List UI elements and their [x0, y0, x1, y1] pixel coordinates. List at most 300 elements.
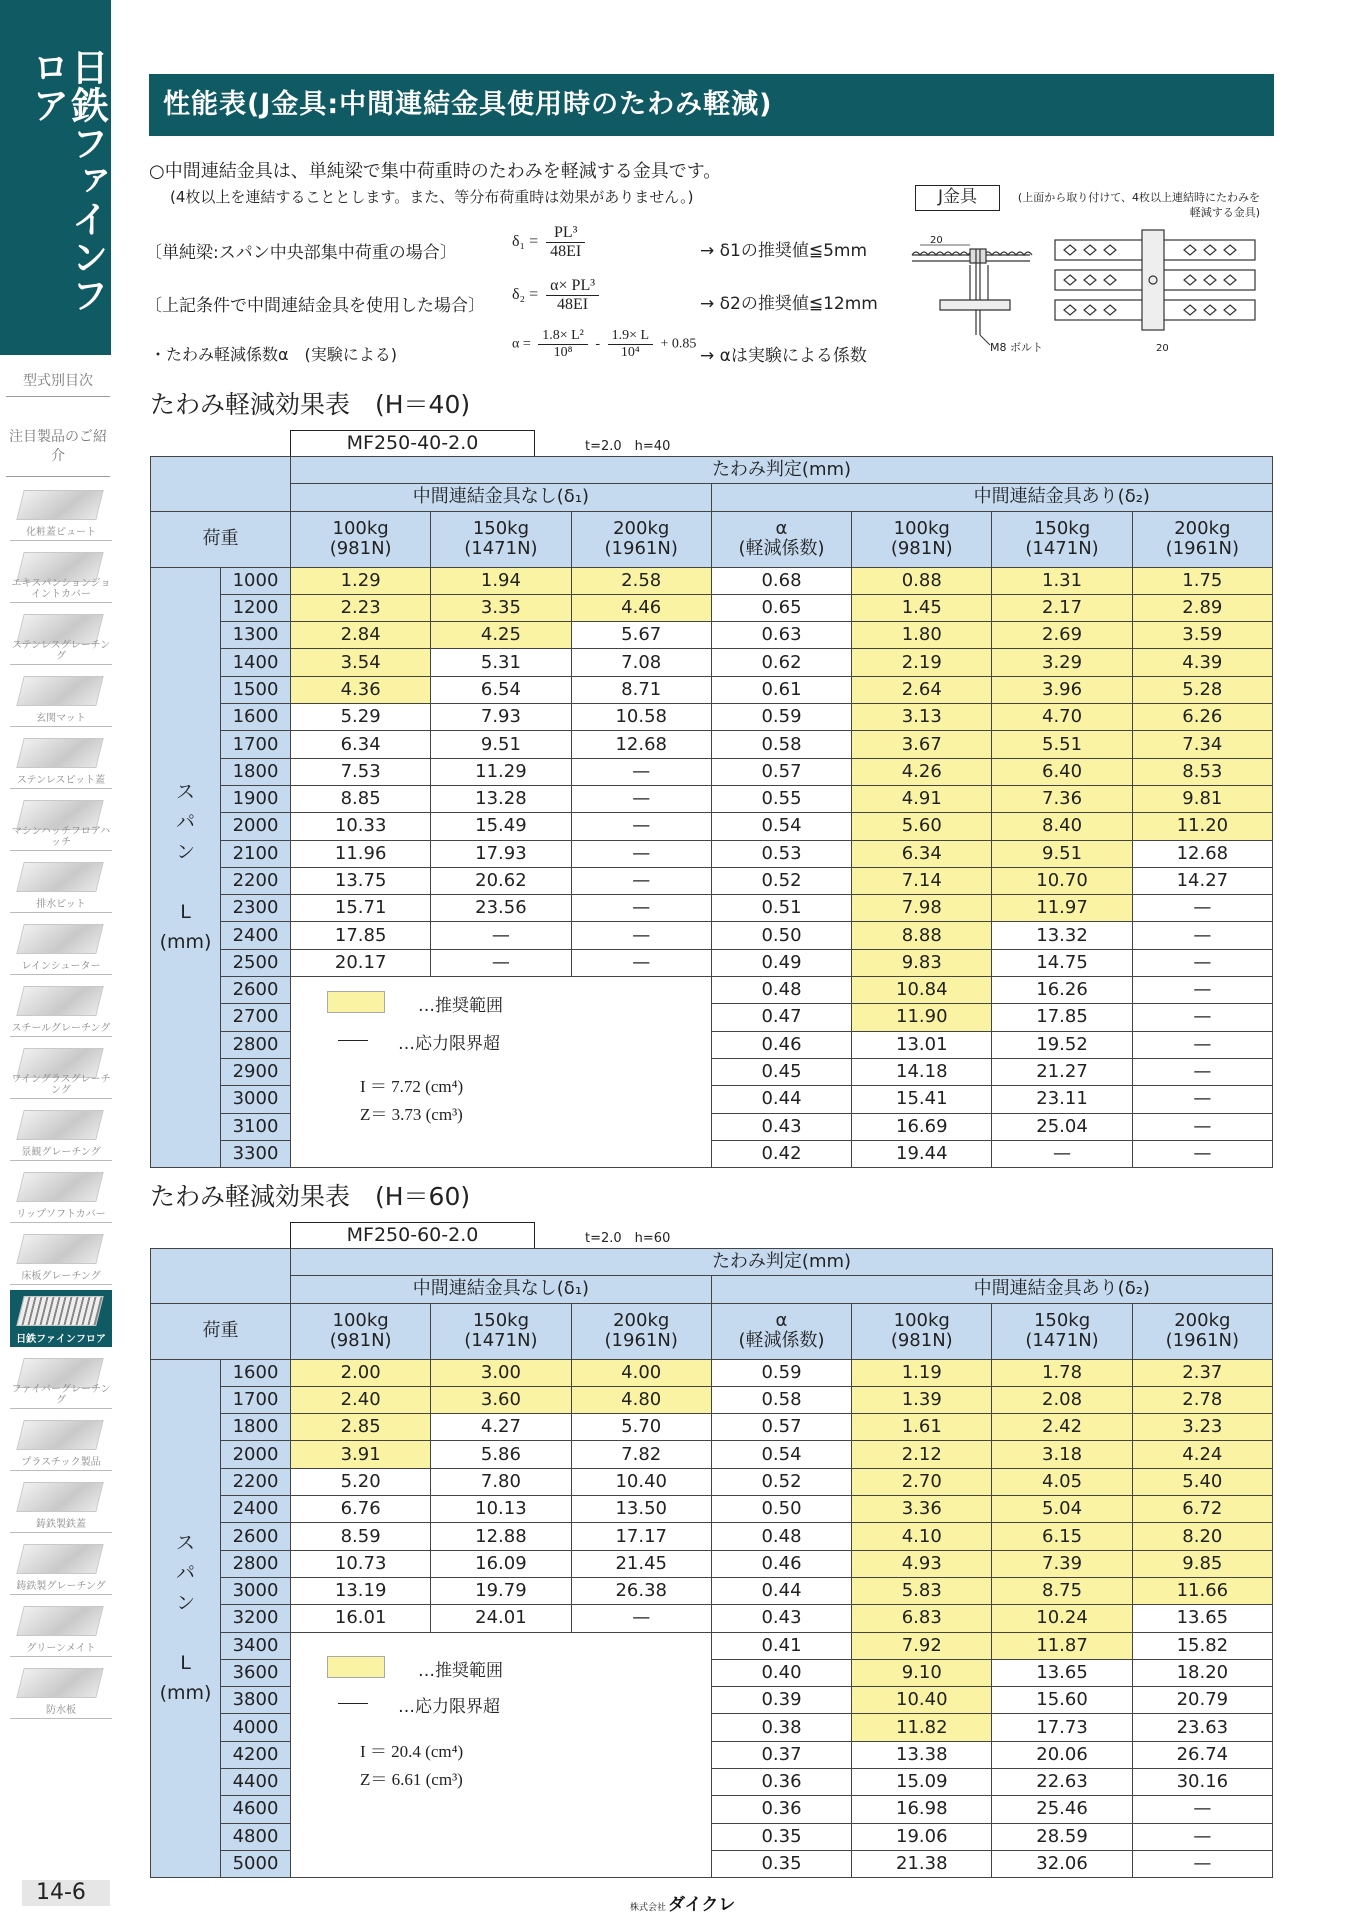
table-cell: 11.29 [431, 758, 571, 785]
table-cell: 9.85 [1132, 1550, 1272, 1577]
sidebar-nav-item[interactable] [10, 1104, 112, 1161]
span-value: 4400 [221, 1769, 291, 1796]
span-value: 1600 [221, 1359, 291, 1386]
table-cell: 4.46 [571, 594, 711, 621]
table-cell: 0.54 [711, 813, 851, 840]
condition-note-3: → αは実験による係数 [700, 346, 867, 366]
table-cell: 0.52 [711, 867, 851, 894]
span-value: 3100 [221, 1113, 291, 1140]
table-cell: 0.49 [711, 949, 851, 976]
table-cell: 2.58 [571, 567, 711, 594]
table-cell: 1.61 [852, 1414, 992, 1441]
span-value: 1400 [221, 649, 291, 676]
table-cell: — [571, 785, 711, 812]
sidebar-nav-item[interactable] [10, 856, 112, 913]
table-cell: 8.75 [992, 1577, 1132, 1604]
table-cell: 19.06 [852, 1823, 992, 1850]
sidebar-nav-label: 床板グレーチング [21, 1271, 101, 1282]
table-cell: 17.85 [992, 1004, 1132, 1031]
table-cell: 0.57 [711, 758, 851, 785]
table-cell: 0.43 [711, 1113, 851, 1140]
table-cell: 7.98 [852, 895, 992, 922]
product-thumbnail [16, 1606, 103, 1636]
span-value: 2400 [221, 922, 291, 949]
table-cell: 4.91 [852, 785, 992, 812]
header-deflection: たわみ判定(mm) [291, 1249, 1273, 1276]
table-cell: 7.34 [1132, 731, 1272, 758]
column-header: 200kg (1961N) [1132, 511, 1272, 567]
span-value: 2100 [221, 840, 291, 867]
column-header: 150kg (1471N) [431, 511, 571, 567]
table-cell: 15.71 [291, 895, 431, 922]
table-cell: 2.42 [992, 1414, 1132, 1441]
table-cell: 13.65 [1132, 1605, 1272, 1632]
header-with-fitting: 中間連結金具あり(δ₂) [852, 484, 1273, 511]
table-cell: — [1132, 1004, 1272, 1031]
table-cell: 20.79 [1132, 1687, 1272, 1714]
product-thumbnail [16, 924, 103, 954]
table-cell: 6.34 [852, 840, 992, 867]
product-thumbnail [16, 1668, 103, 1698]
column-header: 100kg (981N) [291, 511, 431, 567]
table-cell: 20.06 [992, 1741, 1132, 1768]
table-cell: 14.27 [1132, 867, 1272, 894]
table-cell: 4.70 [992, 704, 1132, 731]
table-cell: 0.59 [711, 1359, 851, 1386]
table-cell: 10.58 [571, 704, 711, 731]
table-cell: 3.59 [1132, 622, 1272, 649]
sidebar-nav-label: 日鉄ファインフロア [16, 1334, 106, 1345]
span-value: 2900 [221, 1058, 291, 1085]
table-cell: 0.62 [711, 649, 851, 676]
span-value: 2200 [221, 867, 291, 894]
sidebar-nav-item[interactable] [10, 1476, 112, 1533]
column-header: 100kg (981N) [291, 1303, 431, 1359]
span-value: 1300 [221, 622, 291, 649]
product-thumbnail [16, 490, 103, 520]
table-cell: 0.36 [711, 1769, 851, 1796]
table-cell: 3.67 [852, 731, 992, 758]
table-cell: 3.00 [431, 1359, 571, 1386]
side-link-featured[interactable]: 注目製品のご紹介 [6, 428, 110, 477]
table-cell: 0.58 [711, 731, 851, 758]
table-cell: 2.84 [291, 622, 431, 649]
span-value: 1000 [221, 567, 291, 594]
table-cell: 30.16 [1132, 1769, 1272, 1796]
table-cell: 5.83 [852, 1577, 992, 1604]
table-cell: 2.70 [852, 1468, 992, 1495]
span-value: 2500 [221, 949, 291, 976]
table-cell: 0.65 [711, 594, 851, 621]
table2-legend-limit: …応力限界超 [398, 1697, 500, 1717]
table-cell: 13.75 [291, 867, 431, 894]
table-cell: 4.26 [852, 758, 992, 785]
table-cell: 0.44 [711, 1086, 851, 1113]
column-header: 150kg (1471N) [992, 1303, 1132, 1359]
brand-title: 日鉄ファインフロア [26, 48, 108, 314]
table-cell: 11.90 [852, 1004, 992, 1031]
table-cell: 4.27 [431, 1414, 571, 1441]
header-gap [711, 1276, 851, 1303]
table1-legend-swatch [327, 991, 385, 1013]
sidebar-nav-label: ワイングラスグレーチング [11, 1074, 111, 1096]
table-cell: 6.83 [852, 1605, 992, 1632]
table-cell: 2.85 [291, 1414, 431, 1441]
table-cell: 21.45 [571, 1550, 711, 1577]
table-cell: 3.35 [431, 594, 571, 621]
span-value: 3600 [221, 1659, 291, 1686]
sidebar-nav-label: マシンハッチフロアハッチ [11, 826, 111, 848]
table-cell: 9.81 [1132, 785, 1272, 812]
table1-legend-recommend: …推奨範囲 [418, 996, 503, 1016]
table-cell: 7.92 [852, 1632, 992, 1659]
table-cell: — [571, 867, 711, 894]
span-value: 4000 [221, 1714, 291, 1741]
table2-model: MF250-60-2.0 [290, 1222, 535, 1248]
span-value: 2800 [221, 1031, 291, 1058]
table-cell: 0.48 [711, 977, 851, 1004]
product-thumbnail [16, 738, 103, 768]
table-cell: 1.31 [992, 567, 1132, 594]
table-cell: 0.55 [711, 785, 851, 812]
table2-title: たわみ軽減効果表 (H＝60) [150, 1182, 471, 1211]
span-value: 2300 [221, 895, 291, 922]
sidebar-nav-item[interactable] [10, 1352, 112, 1409]
condition-label-1: 〔単純梁:スパン中央部集中荷重の場合〕 [145, 243, 457, 263]
table2-legend-swatch [327, 1656, 385, 1678]
table-cell: 15.82 [1132, 1632, 1272, 1659]
table-cell: 28.59 [992, 1823, 1132, 1850]
table-cell: 1.45 [852, 594, 992, 621]
svg-text:M8 ボルト: M8 ボルト [990, 341, 1043, 354]
table1-title: たわみ軽減効果表 (H＝40) [150, 390, 471, 419]
sidebar-nav-item[interactable] [10, 918, 112, 975]
table-cell: 2.37 [1132, 1359, 1272, 1386]
span-value: 4200 [221, 1741, 291, 1768]
table-cell: 8.88 [852, 922, 992, 949]
span-value: 2700 [221, 1004, 291, 1031]
table-cell: 24.01 [431, 1605, 571, 1632]
table-cell: 6.72 [1132, 1496, 1272, 1523]
table2-moment-I: I ＝ 20.4 (cm⁴) [360, 1742, 464, 1761]
table-cell: 8.59 [291, 1523, 431, 1550]
intro-line-2: (4枚以上を連結することとします。また、等分布荷重時は効果がありません。) [170, 188, 694, 206]
table-cell: 0.54 [711, 1441, 851, 1468]
table-cell: 0.68 [711, 567, 851, 594]
table-cell: 0.43 [711, 1605, 851, 1632]
table-cell: 13.50 [571, 1496, 711, 1523]
span-value: 3300 [221, 1140, 291, 1167]
table-cell: 16.69 [852, 1113, 992, 1140]
table-cell: 0.41 [711, 1632, 851, 1659]
sidebar-nav-item[interactable] [10, 1290, 112, 1347]
table-cell: — [1132, 922, 1272, 949]
side-link-catalog[interactable]: 型式別目次 [6, 372, 110, 397]
table-cell: — [1132, 1850, 1272, 1877]
table-cell: 0.46 [711, 1550, 851, 1577]
header-without-fitting: 中間連結金具なし(δ₁) [291, 1276, 712, 1303]
sidebar-nav-label: 玄関マット [36, 713, 86, 724]
table-cell: 0.59 [711, 704, 851, 731]
svg-text:20: 20 [930, 235, 943, 246]
span-value: 2800 [221, 1550, 291, 1577]
table-cell: 9.51 [431, 731, 571, 758]
table-cell: 2.64 [852, 676, 992, 703]
column-header: 200kg (1961N) [571, 511, 711, 567]
table-cell: — [1132, 1113, 1272, 1140]
table-cell: 9.83 [852, 949, 992, 976]
product-thumbnail [16, 676, 103, 706]
sidebar-nav-item[interactable] [10, 1228, 112, 1285]
table1-legend-dash [338, 1040, 368, 1041]
table-cell: 4.24 [1132, 1441, 1272, 1468]
column-header: 200kg (1961N) [1132, 1303, 1272, 1359]
table-cell: 11.96 [291, 840, 431, 867]
table-cell: 0.48 [711, 1523, 851, 1550]
table-cell: 23.11 [992, 1086, 1132, 1113]
span-value: 1800 [221, 758, 291, 785]
sidebar-nav-label: 鋳鉄製鉄蓋 [36, 1519, 86, 1530]
formula-delta1: δ₁ = $\frac{\text{PL³}}{48EI}$ [512, 224, 589, 261]
sidebar-nav-label: 化粧蓋ピュート [26, 527, 96, 538]
table-cell: 16.09 [431, 1550, 571, 1577]
span-label: ス パ ン L (mm) [151, 567, 221, 1168]
sidebar-nav-item[interactable] [10, 732, 112, 789]
sidebar-nav-label: グリーンメイト [26, 1643, 96, 1654]
span-value: 4800 [221, 1823, 291, 1850]
table-cell: 2.78 [1132, 1386, 1272, 1413]
table-cell: 10.40 [571, 1468, 711, 1495]
table-cell: — [1132, 1796, 1272, 1823]
span-value: 2000 [221, 813, 291, 840]
table-cell: 14.18 [852, 1058, 992, 1085]
product-thumbnail [16, 1296, 103, 1326]
table-cell: 1.75 [1132, 567, 1272, 594]
table-cell: — [1132, 1058, 1272, 1085]
table-cell: 32.06 [992, 1850, 1132, 1877]
table-cell: 0.45 [711, 1058, 851, 1085]
table-cell: 11.87 [992, 1632, 1132, 1659]
product-thumbnail [16, 1420, 103, 1450]
table-cell: 6.40 [992, 758, 1132, 785]
table-cell: 10.70 [992, 867, 1132, 894]
table-cell: 3.91 [291, 1441, 431, 1468]
table-cell: 0.35 [711, 1823, 851, 1850]
table-cell: 6.15 [992, 1523, 1132, 1550]
page-number: 14-6 [22, 1880, 110, 1906]
svg-text:20: 20 [1156, 343, 1169, 354]
table-cell: 3.23 [1132, 1414, 1272, 1441]
header-deflection: たわみ判定(mm) [291, 457, 1273, 484]
table-cell: — [571, 1605, 711, 1632]
span-value: 3400 [221, 1632, 291, 1659]
table-cell: — [992, 1140, 1132, 1167]
table1-moment-I: I ＝ 7.72 (cm⁴) [360, 1077, 464, 1096]
product-thumbnail [16, 1110, 103, 1140]
table-cell: 8.71 [571, 676, 711, 703]
table-cell: 0.61 [711, 676, 851, 703]
sidebar-nav-item[interactable] [10, 1662, 112, 1719]
table-cell: 12.68 [571, 731, 711, 758]
column-header: 200kg (1961N) [571, 1303, 711, 1359]
table-cell: 11.66 [1132, 1577, 1272, 1604]
sidebar-nav-item[interactable] [10, 546, 112, 603]
sidebar-nav-label: ステンレスピット蓋 [16, 775, 106, 786]
table-cell: — [1132, 1031, 1272, 1058]
header-blank [151, 457, 291, 512]
span-value: 1700 [221, 731, 291, 758]
table-cell: 10.84 [852, 977, 992, 1004]
table-cell: 1.19 [852, 1359, 992, 1386]
table-cell: 15.09 [852, 1769, 992, 1796]
sidebar-nav-label: 鋳鉄製グレーチング [16, 1581, 106, 1592]
table-cell: 10.73 [291, 1550, 431, 1577]
table-cell: — [431, 949, 571, 976]
table-cell: 2.08 [992, 1386, 1132, 1413]
column-header: 150kg (1471N) [431, 1303, 571, 1359]
table-cell: 16.26 [992, 977, 1132, 1004]
table-cell: 17.93 [431, 840, 571, 867]
table-cell: 22.63 [992, 1769, 1132, 1796]
table-cell: 0.53 [711, 840, 851, 867]
table-cell: 2.69 [992, 622, 1132, 649]
table1-deflection [150, 456, 1273, 1168]
span-value: 2400 [221, 1496, 291, 1523]
table-cell: 11.82 [852, 1714, 992, 1741]
table-cell: 3.54 [291, 649, 431, 676]
table-cell: 18.20 [1132, 1659, 1272, 1686]
table-cell: 13.32 [992, 922, 1132, 949]
table-cell: — [1132, 1140, 1272, 1167]
sidebar-nav-item[interactable] [10, 794, 112, 851]
table-cell: 0.57 [711, 1414, 851, 1441]
product-thumbnail [16, 862, 103, 892]
table-cell: 2.89 [1132, 594, 1272, 621]
sidebar-nav-item[interactable] [10, 608, 112, 665]
table-cell: 5.31 [431, 649, 571, 676]
table-cell: 20.62 [431, 867, 571, 894]
sidebar-nav-item[interactable] [10, 1538, 112, 1595]
table-cell: 15.41 [852, 1086, 992, 1113]
table-cell: 0.35 [711, 1850, 851, 1877]
product-thumbnail [16, 986, 103, 1016]
span-value: 3000 [221, 1086, 291, 1113]
sidebar-nav-item[interactable] [10, 484, 112, 541]
table-cell: 2.40 [291, 1386, 431, 1413]
table1-legend-limit: …応力限界超 [398, 1034, 500, 1054]
table-cell: 1.39 [852, 1386, 992, 1413]
table-cell: — [1132, 1086, 1272, 1113]
table-cell: 4.05 [992, 1468, 1132, 1495]
header-with-fitting: 中間連結金具あり(δ₂) [852, 1276, 1273, 1303]
table-cell: 2.19 [852, 649, 992, 676]
span-value: 1800 [221, 1414, 291, 1441]
span-value: 1500 [221, 676, 291, 703]
table-cell: 13.38 [852, 1741, 992, 1768]
condition-note-2: → δ2の推奨値≦12mm [700, 294, 878, 314]
table2-legend-dash [338, 1703, 368, 1704]
table-cell: 3.29 [992, 649, 1132, 676]
sidebar-nav-item[interactable] [10, 1600, 112, 1657]
sidebar-nav-label: ステンレスグレーチング [11, 640, 111, 662]
table-cell: 3.36 [852, 1496, 992, 1523]
table-cell: 4.00 [571, 1359, 711, 1386]
table-cell: 4.36 [291, 676, 431, 703]
formula-delta2: δ₂ = $\frac{\text{α× PL³}}{48EI}$ [512, 277, 603, 314]
table-cell: 4.93 [852, 1550, 992, 1577]
table-cell: 23.56 [431, 895, 571, 922]
table-cell: 11.20 [1132, 813, 1272, 840]
sidebar-nav-label: プラスチック製品 [21, 1457, 101, 1468]
table-cell: 0.37 [711, 1741, 851, 1768]
product-thumbnail [16, 1234, 103, 1264]
sidebar-nav-label: ファイバーグレーチング [11, 1384, 111, 1406]
sidebar-nav-label: エキスパンションジョイントカバー [11, 578, 111, 600]
table-cell: 15.60 [992, 1687, 1132, 1714]
sidebar-nav-item[interactable] [10, 1414, 112, 1471]
table-cell: 8.85 [291, 785, 431, 812]
table1-model-note: t=2.0 h=40 [585, 439, 671, 454]
table-cell: 5.29 [291, 704, 431, 731]
span-value: 1700 [221, 1386, 291, 1413]
table-cell: 11.97 [992, 895, 1132, 922]
table-cell: 1.94 [431, 567, 571, 594]
table-cell: — [571, 813, 711, 840]
span-value: 2000 [221, 1441, 291, 1468]
table-cell: 5.67 [571, 622, 711, 649]
sidebar-nav-item[interactable] [10, 980, 112, 1037]
span-value: 5000 [221, 1850, 291, 1877]
table-cell: — [1132, 895, 1272, 922]
table-cell: 5.86 [431, 1441, 571, 1468]
table-cell: 13.65 [992, 1659, 1132, 1686]
table-cell: 12.88 [431, 1523, 571, 1550]
span-value: 4600 [221, 1796, 291, 1823]
sidebar-nav-item[interactable] [10, 1042, 112, 1099]
table-cell: 0.88 [852, 567, 992, 594]
header-without-fitting: 中間連結金具なし(δ₁) [291, 484, 712, 511]
sidebar-nav-item[interactable] [10, 1166, 112, 1223]
table-cell: — [431, 922, 571, 949]
column-header: 150kg (1471N) [992, 511, 1132, 567]
column-header: α (軽減係数) [711, 1303, 851, 1359]
sidebar-nav-label: 景観グレーチング [21, 1147, 101, 1158]
table-cell: 7.82 [571, 1441, 711, 1468]
table-cell: 5.60 [852, 813, 992, 840]
table-cell: 4.80 [571, 1386, 711, 1413]
header-gap [711, 484, 851, 511]
table-cell: 16.01 [291, 1605, 431, 1632]
table-cell: 4.39 [1132, 649, 1272, 676]
table-cell: 13.01 [852, 1031, 992, 1058]
table-cell: 17.73 [992, 1714, 1132, 1741]
span-value: 3800 [221, 1687, 291, 1714]
table-cell: 0.38 [711, 1714, 851, 1741]
span-label: ス パ ン L (mm) [151, 1359, 221, 1878]
sidebar-nav-item[interactable] [10, 670, 112, 727]
table-cell: 8.20 [1132, 1523, 1272, 1550]
table-cell: — [571, 895, 711, 922]
table-cell: 1.78 [992, 1359, 1132, 1386]
table-cell: 2.00 [291, 1359, 431, 1386]
sidebar-nav-label: リップソフトカバー [16, 1209, 106, 1220]
jfitting-note: (上面から取り付けて、4枚以上連結時にたわみを軽減する金具) [1017, 191, 1260, 219]
table-cell: 19.44 [852, 1140, 992, 1167]
table-cell: 1.29 [291, 567, 431, 594]
span-value: 1200 [221, 594, 291, 621]
table-cell: — [571, 922, 711, 949]
column-header: 100kg (981N) [852, 511, 992, 567]
